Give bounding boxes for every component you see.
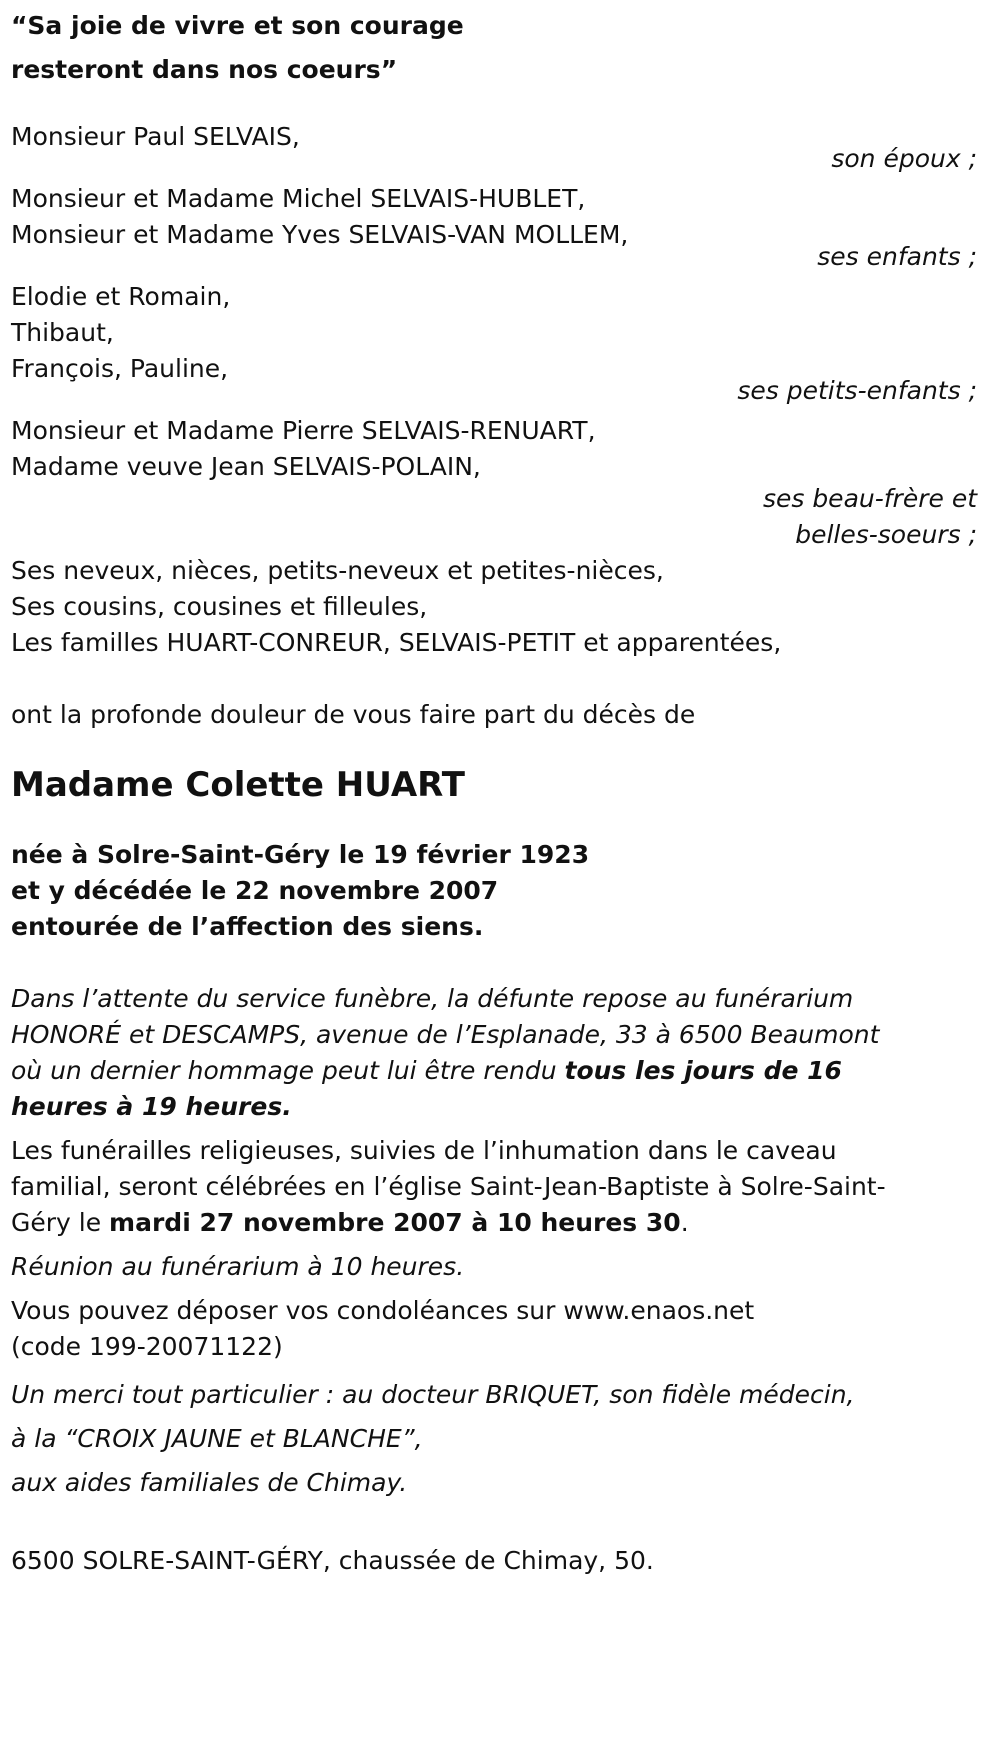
funeral-end: . [680, 1208, 689, 1237]
funeral-text: Les funérailles religieuses, suivies de l’inhumation dans le caveau familial, seront célébrées en l’église Saint-Jean-Baptiste à Solre-Saint-Géry le [11, 1136, 886, 1237]
visitation-paragraph [11, 981, 891, 1125]
funeral-date: mardi 27 novembre 2007 à 10 heures 30 [109, 1208, 681, 1237]
quote-block [11, 4, 991, 92]
birth-line: née à Solre-Saint-Géry le 19 février 1923 [11, 840, 590, 869]
inlaw-entry: Madame veuve Jean SELVAIS-POLAIN, [11, 452, 481, 481]
quote-line-1: “Sa joie de vivre et son courage [11, 11, 464, 40]
other-relatives [11, 553, 991, 661]
meeting-note: Réunion au funérarium à 10 heures. [11, 1252, 465, 1281]
funeral-paragraph [11, 1133, 896, 1241]
thanks-line: aux aides familiales de Chimay. [11, 1468, 408, 1497]
husband-name: Monsieur Paul SELVAIS, [11, 122, 300, 151]
grandchild-entry: Thibaut, [11, 318, 114, 347]
thanks-line: à la “CROIX JAUNE et BLANCHE”, [11, 1424, 423, 1453]
deceased-name: Madame Colette HUART [11, 765, 465, 805]
deceased-details [11, 837, 991, 945]
visitation-hours: tous les jours de 16 heures à 19 heures. [11, 1056, 842, 1121]
grandchildren-role: ses petits-enfants ; [737, 376, 977, 405]
inlaw-entry: Monsieur et Madame Pierre SELVAIS-RENUART, [11, 416, 596, 445]
announcement-text: ont la profonde douleur de vous faire part du décès de [11, 700, 696, 729]
obituary-page [11, 4, 991, 1579]
inlaws-group [11, 413, 991, 485]
husband-role: son époux ; [831, 144, 977, 173]
grandchildren-group [11, 279, 991, 387]
thanks-line: Un merci tout particulier : au docteur BRIQUET, son fidèle médecin, [11, 1380, 855, 1409]
inlaws-role-line-1: ses beau-frère et [762, 484, 977, 513]
family-list [11, 119, 991, 661]
grandchild-entry: Elodie et Romain, [11, 282, 231, 311]
relatives-entry: Ses neveux, nièces, petits-neveux et petites-nièces, [11, 556, 664, 585]
condolences-note: Vous pouvez déposer vos condoléances sur www.enaos.net (code 199-20071122) [11, 1296, 755, 1361]
quote-line-2: resteront dans nos coeurs” [11, 55, 398, 84]
relatives-entry: Les familles HUART-CONREUR, SELVAIS-PETIT et apparentées, [11, 628, 782, 657]
relatives-entry: Ses cousins, cousines et filleules, [11, 592, 428, 621]
thanks-block [11, 1373, 991, 1505]
visitation-text: Dans l’attente du service funèbre, la défunte repose au funérarium HONORÉ et DESCAMPS, avenue de l’Esplanade, 33 à 6500 Beaumont où un dernier hommage peut lui être rendu [11, 984, 880, 1085]
child-entry: Monsieur et Madame Yves SELVAIS-VAN MOLLEM, [11, 220, 629, 249]
inlaws-role-line-2: belles-soeurs ; [795, 520, 977, 549]
children-role: ses enfants ; [817, 242, 977, 271]
surrounded-line: entourée de l’affection des siens. [11, 912, 484, 941]
child-entry: Monsieur et Madame Michel SELVAIS-HUBLET, [11, 184, 586, 213]
grandchild-entry: François, Pauline, [11, 354, 229, 383]
address-line: 6500 SOLRE-SAINT-GÉRY, chaussée de Chimay, 50. [11, 1546, 654, 1575]
death-line: et y décédée le 22 novembre 2007 [11, 876, 499, 905]
